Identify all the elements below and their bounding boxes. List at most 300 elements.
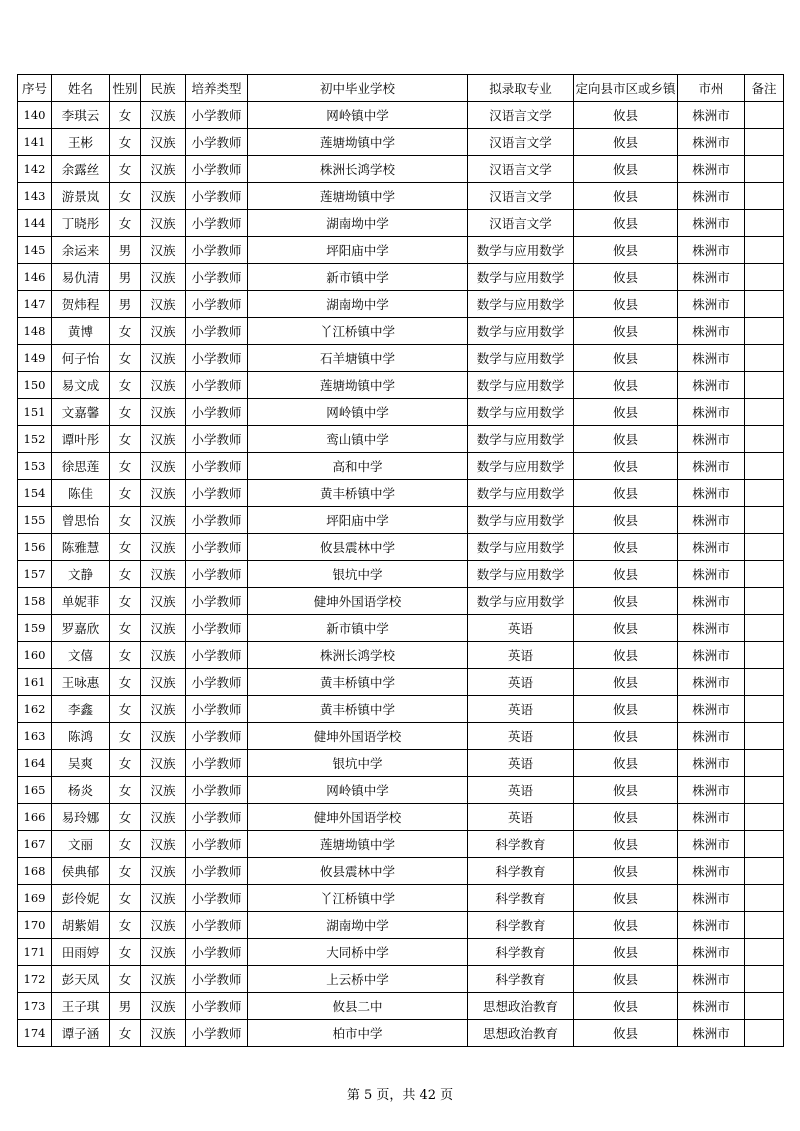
cell-training-type: 小学教师: [186, 129, 248, 156]
cell-target-county: 攸县: [574, 696, 678, 723]
cell-gender: 女: [110, 696, 141, 723]
cell-major: 汉语言文学: [468, 156, 574, 183]
cell-middle-school: 新市镇中学: [248, 615, 468, 642]
cell-training-type: 小学教师: [186, 507, 248, 534]
cell-major: 英语: [468, 777, 574, 804]
cell-city: 株洲市: [678, 534, 745, 561]
cell-major: 科学教育: [468, 939, 574, 966]
table-row: [18, 912, 784, 939]
cell-index: 174: [18, 1020, 52, 1047]
cell-training-type: 小学教师: [186, 858, 248, 885]
cell-major: 汉语言文学: [468, 129, 574, 156]
cell-target-county: 攸县: [574, 291, 678, 318]
cell-remarks: [745, 426, 784, 453]
cell-ethnicity: 汉族: [141, 804, 186, 831]
cell-name: 文丽: [52, 831, 110, 858]
cell-target-county: 攸县: [574, 156, 678, 183]
cell-city: 株洲市: [678, 237, 745, 264]
cell-major: 数学与应用数学: [468, 588, 574, 615]
cell-city: 株洲市: [678, 750, 745, 777]
cell-target-county: 攸县: [574, 372, 678, 399]
cell-ethnicity: 汉族: [141, 912, 186, 939]
cell-ethnicity: 汉族: [141, 102, 186, 129]
cell-target-county: 攸县: [574, 993, 678, 1020]
cell-middle-school: 鸾山镇中学: [248, 426, 468, 453]
cell-name: 文静: [52, 561, 110, 588]
table-row: [18, 102, 784, 129]
cell-remarks: [745, 885, 784, 912]
cell-city: 株洲市: [678, 318, 745, 345]
cell-city: 株洲市: [678, 507, 745, 534]
cell-ethnicity: 汉族: [141, 885, 186, 912]
cell-major: 数学与应用数学: [468, 480, 574, 507]
cell-city: 株洲市: [678, 966, 745, 993]
cell-ethnicity: 汉族: [141, 750, 186, 777]
cell-target-county: 攸县: [574, 858, 678, 885]
cell-middle-school: 攸县震林中学: [248, 858, 468, 885]
cell-target-county: 攸县: [574, 129, 678, 156]
cell-ethnicity: 汉族: [141, 480, 186, 507]
table-row: [18, 858, 784, 885]
cell-remarks: [745, 588, 784, 615]
cell-gender: 女: [110, 588, 141, 615]
cell-ethnicity: 汉族: [141, 588, 186, 615]
cell-remarks: [745, 642, 784, 669]
cell-city: 株洲市: [678, 291, 745, 318]
cell-target-county: 攸县: [574, 210, 678, 237]
table-row: [18, 480, 784, 507]
cell-remarks: [745, 372, 784, 399]
cell-ethnicity: 汉族: [141, 372, 186, 399]
cell-major: 英语: [468, 642, 574, 669]
cell-gender: 男: [110, 264, 141, 291]
cell-ethnicity: 汉族: [141, 939, 186, 966]
cell-city: 株洲市: [678, 372, 745, 399]
cell-index: 171: [18, 939, 52, 966]
table-body: [18, 102, 784, 1047]
cell-index: 148: [18, 318, 52, 345]
cell-training-type: 小学教师: [186, 750, 248, 777]
cell-name: 李鑫: [52, 696, 110, 723]
cell-major: 数学与应用数学: [468, 318, 574, 345]
cell-training-type: 小学教师: [186, 534, 248, 561]
cell-index: 145: [18, 237, 52, 264]
cell-index: 173: [18, 993, 52, 1020]
cell-city: 株洲市: [678, 183, 745, 210]
cell-index: 146: [18, 264, 52, 291]
cell-remarks: [745, 858, 784, 885]
cell-name: 文僖: [52, 642, 110, 669]
cell-gender: 女: [110, 966, 141, 993]
cell-gender: 女: [110, 750, 141, 777]
cell-name: 谭子涵: [52, 1020, 110, 1047]
cell-remarks: [745, 291, 784, 318]
cell-remarks: [745, 723, 784, 750]
cell-remarks: [745, 507, 784, 534]
cell-name: 易文成: [52, 372, 110, 399]
cell-target-county: 攸县: [574, 453, 678, 480]
cell-gender: 女: [110, 183, 141, 210]
cell-city: 株洲市: [678, 885, 745, 912]
cell-middle-school: 石羊塘镇中学: [248, 345, 468, 372]
cell-city: 株洲市: [678, 804, 745, 831]
cell-name: 侯典郁: [52, 858, 110, 885]
cell-training-type: 小学教师: [186, 588, 248, 615]
cell-name: 丁晓彤: [52, 210, 110, 237]
cell-ethnicity: 汉族: [141, 399, 186, 426]
table-row: [18, 831, 784, 858]
cell-index: 140: [18, 102, 52, 129]
cell-name: 单妮菲: [52, 588, 110, 615]
cell-training-type: 小学教师: [186, 885, 248, 912]
cell-index: 147: [18, 291, 52, 318]
table-row: [18, 1020, 784, 1047]
cell-index: 161: [18, 669, 52, 696]
cell-ethnicity: 汉族: [141, 237, 186, 264]
cell-name: 何子怡: [52, 345, 110, 372]
cell-target-county: 攸县: [574, 939, 678, 966]
cell-target-county: 攸县: [574, 561, 678, 588]
cell-major: 数学与应用数学: [468, 534, 574, 561]
cell-gender: 女: [110, 156, 141, 183]
cell-target-county: 攸县: [574, 777, 678, 804]
table-row: [18, 183, 784, 210]
cell-major: 数学与应用数学: [468, 372, 574, 399]
cell-ethnicity: 汉族: [141, 156, 186, 183]
cell-major: 科学教育: [468, 858, 574, 885]
cell-training-type: 小学教师: [186, 1020, 248, 1047]
cell-name: 徐思莲: [52, 453, 110, 480]
cell-remarks: [745, 210, 784, 237]
cell-index: 150: [18, 372, 52, 399]
cell-training-type: 小学教师: [186, 183, 248, 210]
cell-ethnicity: 汉族: [141, 210, 186, 237]
cell-name: 谭叶彤: [52, 426, 110, 453]
table-header-row: [18, 75, 784, 102]
table-row: [18, 237, 784, 264]
cell-training-type: 小学教师: [186, 831, 248, 858]
cell-training-type: 小学教师: [186, 345, 248, 372]
cell-major: 思想政治教育: [468, 1020, 574, 1047]
cell-index: 168: [18, 858, 52, 885]
cell-city: 株洲市: [678, 426, 745, 453]
cell-remarks: [745, 993, 784, 1020]
cell-middle-school: 网岭镇中学: [248, 399, 468, 426]
table-row: [18, 399, 784, 426]
cell-middle-school: 黄丰桥镇中学: [248, 696, 468, 723]
cell-remarks: [745, 696, 784, 723]
cell-name: 文嘉馨: [52, 399, 110, 426]
cell-middle-school: 银坑中学: [248, 750, 468, 777]
cell-ethnicity: 汉族: [141, 318, 186, 345]
table-row: [18, 426, 784, 453]
cell-gender: 女: [110, 1020, 141, 1047]
cell-target-county: 攸县: [574, 669, 678, 696]
cell-middle-school: 株洲长鸿学校: [248, 642, 468, 669]
table-row: [18, 939, 784, 966]
cell-remarks: [745, 453, 784, 480]
cell-training-type: 小学教师: [186, 453, 248, 480]
cell-city: 株洲市: [678, 669, 745, 696]
cell-name: 王彬: [52, 129, 110, 156]
table-row: [18, 750, 784, 777]
cell-gender: 女: [110, 669, 141, 696]
cell-index: 169: [18, 885, 52, 912]
cell-major: 英语: [468, 669, 574, 696]
cell-middle-school: 健坤外国语学校: [248, 804, 468, 831]
cell-name: 游景岚: [52, 183, 110, 210]
cell-remarks: [745, 264, 784, 291]
cell-city: 株洲市: [678, 156, 745, 183]
cell-name: 余露丝: [52, 156, 110, 183]
cell-remarks: [745, 615, 784, 642]
header-col-target-county: 定向县市区或乡镇: [574, 75, 678, 102]
cell-gender: 女: [110, 804, 141, 831]
cell-remarks: [745, 939, 784, 966]
cell-middle-school: 丫江桥镇中学: [248, 318, 468, 345]
header-col-gender: 性别: [110, 75, 141, 102]
cell-ethnicity: 汉族: [141, 777, 186, 804]
table-row: [18, 318, 784, 345]
cell-city: 株洲市: [678, 993, 745, 1020]
cell-gender: 女: [110, 885, 141, 912]
cell-major: 科学教育: [468, 912, 574, 939]
cell-remarks: [745, 534, 784, 561]
cell-index: 160: [18, 642, 52, 669]
cell-ethnicity: 汉族: [141, 534, 186, 561]
cell-city: 株洲市: [678, 129, 745, 156]
cell-training-type: 小学教师: [186, 993, 248, 1020]
cell-gender: 女: [110, 534, 141, 561]
cell-training-type: 小学教师: [186, 939, 248, 966]
cell-training-type: 小学教师: [186, 480, 248, 507]
cell-city: 株洲市: [678, 561, 745, 588]
cell-ethnicity: 汉族: [141, 831, 186, 858]
cell-city: 株洲市: [678, 912, 745, 939]
cell-city: 株洲市: [678, 777, 745, 804]
cell-major: 数学与应用数学: [468, 345, 574, 372]
cell-name: 易仇清: [52, 264, 110, 291]
cell-city: 株洲市: [678, 588, 745, 615]
cell-ethnicity: 汉族: [141, 642, 186, 669]
cell-city: 株洲市: [678, 642, 745, 669]
cell-target-county: 攸县: [574, 750, 678, 777]
cell-training-type: 小学教师: [186, 669, 248, 696]
table-row: [18, 993, 784, 1020]
cell-middle-school: 莲塘坳镇中学: [248, 183, 468, 210]
cell-middle-school: 莲塘坳镇中学: [248, 372, 468, 399]
cell-name: 李琪云: [52, 102, 110, 129]
cell-name: 王子琪: [52, 993, 110, 1020]
cell-remarks: [745, 480, 784, 507]
cell-major: 英语: [468, 750, 574, 777]
cell-target-county: 攸县: [574, 480, 678, 507]
cell-index: 156: [18, 534, 52, 561]
cell-index: 142: [18, 156, 52, 183]
cell-target-county: 攸县: [574, 102, 678, 129]
cell-ethnicity: 汉族: [141, 129, 186, 156]
header-col-city: 市州: [678, 75, 745, 102]
table-row: [18, 453, 784, 480]
cell-city: 株洲市: [678, 1020, 745, 1047]
cell-city: 株洲市: [678, 615, 745, 642]
cell-gender: 女: [110, 210, 141, 237]
cell-ethnicity: 汉族: [141, 696, 186, 723]
cell-remarks: [745, 561, 784, 588]
cell-target-county: 攸县: [574, 399, 678, 426]
cell-city: 株洲市: [678, 345, 745, 372]
cell-ethnicity: 汉族: [141, 966, 186, 993]
table-row: [18, 291, 784, 318]
header-col-index: 序号: [18, 75, 52, 102]
cell-target-county: 攸县: [574, 642, 678, 669]
cell-target-county: 攸县: [574, 615, 678, 642]
cell-middle-school: 湖南坳中学: [248, 291, 468, 318]
cell-index: 170: [18, 912, 52, 939]
table-row: [18, 507, 784, 534]
cell-gender: 女: [110, 831, 141, 858]
cell-ethnicity: 汉族: [141, 453, 186, 480]
cell-ethnicity: 汉族: [141, 615, 186, 642]
cell-name: 彭天凤: [52, 966, 110, 993]
cell-training-type: 小学教师: [186, 642, 248, 669]
table-row: [18, 561, 784, 588]
cell-middle-school: 湖南坳中学: [248, 210, 468, 237]
cell-training-type: 小学教师: [186, 723, 248, 750]
cell-training-type: 小学教师: [186, 777, 248, 804]
cell-gender: 女: [110, 102, 141, 129]
cell-index: 172: [18, 966, 52, 993]
cell-training-type: 小学教师: [186, 237, 248, 264]
cell-index: 144: [18, 210, 52, 237]
cell-name: 吴爽: [52, 750, 110, 777]
cell-gender: 女: [110, 318, 141, 345]
cell-middle-school: 健坤外国语学校: [248, 588, 468, 615]
cell-major: 数学与应用数学: [468, 399, 574, 426]
cell-city: 株洲市: [678, 723, 745, 750]
cell-major: 英语: [468, 696, 574, 723]
cell-city: 株洲市: [678, 210, 745, 237]
cell-gender: 男: [110, 291, 141, 318]
admission-table: [17, 74, 784, 1047]
cell-major: 汉语言文学: [468, 102, 574, 129]
cell-target-county: 攸县: [574, 426, 678, 453]
cell-middle-school: 上云桥中学: [248, 966, 468, 993]
table-row: [18, 534, 784, 561]
cell-city: 株洲市: [678, 264, 745, 291]
cell-ethnicity: 汉族: [141, 507, 186, 534]
table-row: [18, 588, 784, 615]
cell-middle-school: 湖南坳中学: [248, 912, 468, 939]
cell-name: 田雨婷: [52, 939, 110, 966]
cell-ethnicity: 汉族: [141, 1020, 186, 1047]
cell-middle-school: 黄丰桥镇中学: [248, 480, 468, 507]
cell-gender: 女: [110, 345, 141, 372]
cell-target-county: 攸县: [574, 885, 678, 912]
cell-index: 141: [18, 129, 52, 156]
cell-target-county: 攸县: [574, 831, 678, 858]
cell-ethnicity: 汉族: [141, 669, 186, 696]
cell-gender: 女: [110, 642, 141, 669]
cell-training-type: 小学教师: [186, 804, 248, 831]
header-col-major: 拟录取专业: [468, 75, 574, 102]
cell-index: 157: [18, 561, 52, 588]
cell-gender: 女: [110, 912, 141, 939]
cell-index: 149: [18, 345, 52, 372]
cell-remarks: [745, 399, 784, 426]
cell-gender: 女: [110, 372, 141, 399]
cell-training-type: 小学教师: [186, 561, 248, 588]
cell-middle-school: 大同桥中学: [248, 939, 468, 966]
cell-major: 思想政治教育: [468, 993, 574, 1020]
cell-major: 英语: [468, 615, 574, 642]
cell-major: 英语: [468, 723, 574, 750]
cell-middle-school: 柏市中学: [248, 1020, 468, 1047]
cell-gender: 女: [110, 453, 141, 480]
cell-gender: 女: [110, 129, 141, 156]
cell-training-type: 小学教师: [186, 912, 248, 939]
cell-index: 155: [18, 507, 52, 534]
table-row: [18, 156, 784, 183]
cell-index: 164: [18, 750, 52, 777]
cell-target-county: 攸县: [574, 912, 678, 939]
cell-index: 159: [18, 615, 52, 642]
cell-major: 数学与应用数学: [468, 507, 574, 534]
table-row: [18, 210, 784, 237]
cell-training-type: 小学教师: [186, 615, 248, 642]
cell-city: 株洲市: [678, 102, 745, 129]
cell-name: 贺炜程: [52, 291, 110, 318]
header-col-name: 姓名: [52, 75, 110, 102]
cell-training-type: 小学教师: [186, 318, 248, 345]
cell-remarks: [745, 1020, 784, 1047]
cell-ethnicity: 汉族: [141, 993, 186, 1020]
cell-remarks: [745, 237, 784, 264]
table-row: [18, 804, 784, 831]
cell-index: 151: [18, 399, 52, 426]
cell-training-type: 小学教师: [186, 399, 248, 426]
cell-major: 数学与应用数学: [468, 291, 574, 318]
cell-middle-school: 坪阳庙中学: [248, 237, 468, 264]
cell-target-county: 攸县: [574, 237, 678, 264]
cell-gender: 女: [110, 723, 141, 750]
cell-city: 株洲市: [678, 696, 745, 723]
cell-remarks: [745, 912, 784, 939]
cell-gender: 女: [110, 858, 141, 885]
cell-name: 王咏惠: [52, 669, 110, 696]
cell-training-type: 小学教师: [186, 210, 248, 237]
cell-index: 152: [18, 426, 52, 453]
cell-city: 株洲市: [678, 831, 745, 858]
cell-index: 167: [18, 831, 52, 858]
cell-remarks: [745, 966, 784, 993]
cell-city: 株洲市: [678, 453, 745, 480]
table-row: [18, 264, 784, 291]
cell-training-type: 小学教师: [186, 426, 248, 453]
cell-gender: 女: [110, 615, 141, 642]
cell-remarks: [745, 750, 784, 777]
cell-index: 158: [18, 588, 52, 615]
cell-remarks: [745, 102, 784, 129]
cell-index: 153: [18, 453, 52, 480]
cell-name: 陈佳: [52, 480, 110, 507]
cell-major: 科学教育: [468, 885, 574, 912]
table-row: [18, 966, 784, 993]
cell-target-county: 攸县: [574, 534, 678, 561]
table-row: [18, 885, 784, 912]
cell-name: 罗嘉欣: [52, 615, 110, 642]
cell-city: 株洲市: [678, 939, 745, 966]
